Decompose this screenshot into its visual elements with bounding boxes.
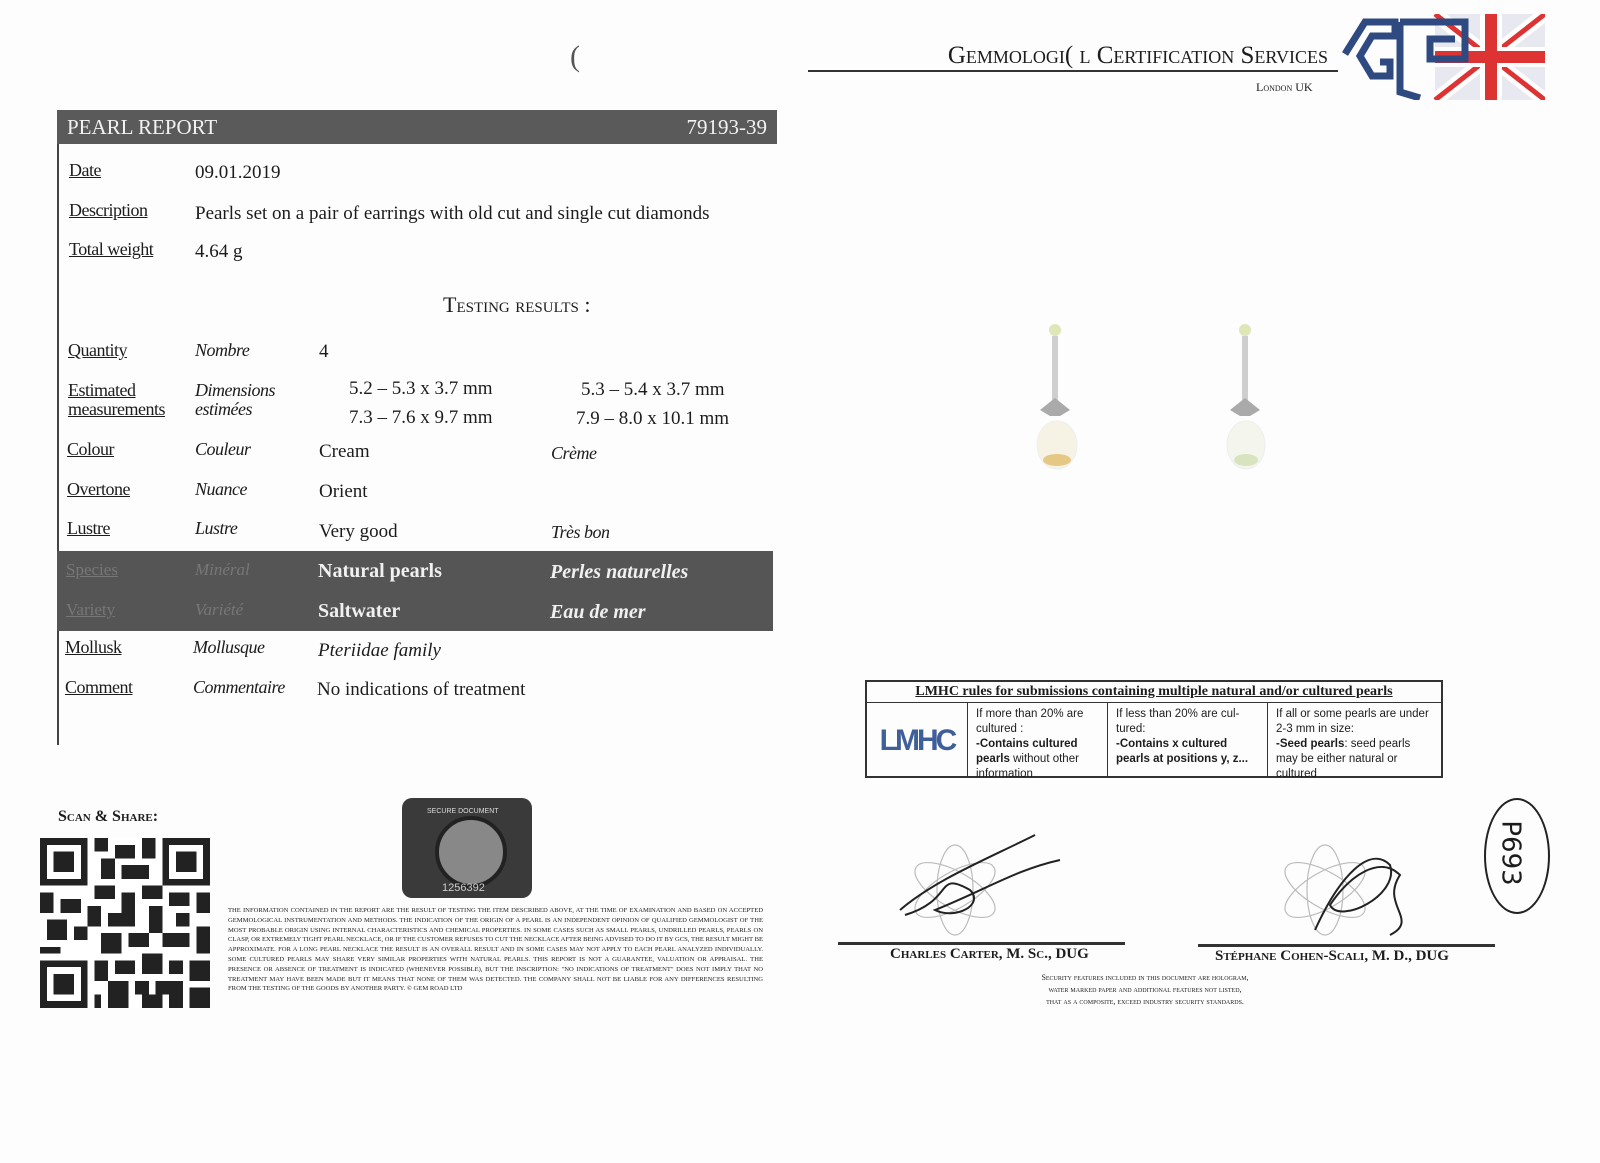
weight-label: Total weight	[69, 239, 154, 259]
lmhc-rule-3-condition: If all or some pearls are under 2-3 mm in size:	[1276, 708, 1429, 735]
lmhc-rules-box	[865, 680, 1443, 778]
security-note-line-3: that as a composite, exceed industry security standards.	[1046, 997, 1244, 1006]
measurements-label-fr-2: estimées	[195, 399, 252, 419]
lmhc-rule-more-than-20	[967, 703, 1107, 780]
report-number: 79193-39	[686, 114, 767, 139]
lmhc-rule-seed-pearls	[1267, 703, 1441, 780]
signature-right-icon	[1280, 835, 1430, 945]
testing-results-heading: Testing results :	[443, 292, 591, 317]
lmhc-rule-1-note: without other information	[976, 753, 1079, 780]
colour-value-fr: Crème	[551, 443, 597, 463]
security-note-line-1: Security features included in this document are hologram,	[1041, 973, 1249, 982]
handwritten-note-text: P693	[1495, 820, 1526, 886]
lustre-value: Very good	[319, 521, 398, 542]
hologram-seal	[402, 798, 532, 898]
mollusk-label-fr: Mollusque	[193, 637, 265, 657]
description-value: Pearls set on a pair of earrings with old cut and single cut diamonds	[195, 203, 710, 224]
scan-share-label: Scan & Share:	[58, 808, 159, 825]
lmhc-rule-2-result: -Contains x cultured pearls at positions y, z...	[1116, 738, 1249, 765]
scan-artifact: (	[570, 40, 580, 73]
report-header	[57, 110, 777, 144]
species-value-fr: Perles naturelles	[550, 561, 689, 583]
lmhc-rule-3-note: : seed pearls may be either natural or cultured	[1276, 738, 1411, 780]
earrings-photo	[1010, 320, 1290, 480]
variety-label: Variety	[66, 600, 116, 619]
company-location: London UK	[1256, 80, 1313, 94]
signatory-left: Charles Carter, M. Sc., DUG	[890, 946, 1089, 962]
signatory-right: Stéphane Cohen-Scali, M. D., DUG	[1215, 948, 1449, 964]
comment-value: No indications of treatment	[317, 679, 526, 700]
signature-left-icon	[895, 830, 1065, 945]
lmhc-rule-3-result: -Seed pearls	[1276, 738, 1345, 750]
overtone-value: Orient	[319, 481, 368, 502]
lmhc-rule-1-result: -Contains cultured pearls	[976, 738, 1078, 765]
measurement-4: 7.9 – 8.0 x 10.1 mm	[576, 408, 730, 429]
signature-line-left	[838, 942, 1125, 945]
measurements-label-fr-1: Dimensions	[195, 380, 275, 400]
comment-label: Comment	[65, 677, 133, 697]
hologram-text: SECURE DOCUMENT	[427, 808, 499, 815]
colour-label: Colour	[67, 439, 115, 459]
lustre-label-fr: Lustre	[195, 518, 238, 538]
mollusk-label: Mollusk	[65, 637, 122, 657]
measurements-label-1: Estimated	[68, 380, 136, 400]
measurement-3: 7.3 – 7.6 x 9.7 mm	[349, 407, 493, 428]
comment-label-fr: Commentaire	[193, 677, 285, 697]
hologram-serial: 1256392	[442, 882, 485, 894]
mollusk-value: Pteriidae family	[318, 640, 441, 661]
company-name: Gemmologi( l Certification Services	[808, 42, 1338, 72]
quantity-value: 4	[319, 341, 329, 362]
species-label: Species	[66, 560, 118, 579]
date-value: 09.01.2019	[195, 162, 281, 183]
description-label: Description	[69, 200, 148, 220]
variety-label-fr: Variété	[195, 600, 244, 619]
lmhc-rule-2-condition: If less than 20% are cul-tured:	[1116, 708, 1240, 735]
weight-value: 4.64 g	[195, 241, 243, 262]
qr-code[interactable]	[40, 838, 210, 1008]
date-label: Date	[69, 160, 101, 180]
species-value: Natural pearls	[318, 560, 442, 582]
species-label-fr: Minéral	[195, 560, 250, 579]
lmhc-logo	[867, 703, 967, 777]
lustre-value-fr: Très bon	[551, 522, 610, 542]
hologram-disc	[435, 816, 507, 888]
measurement-1: 5.2 – 5.3 x 3.7 mm	[349, 378, 493, 399]
measurement-2: 5.3 – 5.4 x 3.7 mm	[581, 379, 725, 400]
colour-label-fr: Couleur	[195, 439, 251, 459]
variety-value-fr: Eau de mer	[550, 601, 646, 623]
overtone-label-fr: Nuance	[195, 479, 247, 499]
security-note-line-2: water marked paper and additional features not listed,	[1048, 985, 1242, 994]
lmhc-logo-text: LMHC	[879, 723, 955, 757]
lustre-label: Lustre	[67, 518, 110, 538]
colour-value: Cream	[319, 441, 370, 462]
quantity-label: Quantity	[68, 340, 127, 360]
signature-line-right	[1198, 944, 1495, 947]
lmhc-title: LMHC rules for submissions containing multiple natural and/or cultured pearls	[867, 682, 1441, 703]
report-title: PEARL REPORT	[67, 114, 218, 139]
disclaimer-text: THE INFORMATION CONTAINED IN THE REPORT ARE THE RESULT OF TESTING THE ITEM DESCRIBED ABOVE, AT THE TIME OF EXAMINATION AND BASED ON ACCEPTED GEMMOLOGICAL INSTRUMENTATION AND METHODS. THE INDICATION OF THE ORIGIN OF A PEARL IS AN INDEPENDENT OPINION OF QUALIFIED GEMMOLOGIST OF THE MOST PROBABLE ORIGIN USING INTERNAL CHARACTERISTICS AND CHEMICAL PROPERTIES. IN SOME CASES SUCH AS SMALL PEARLS, UNDRILLED PEARLS, PEARLS ON CLASP, OR EXTREMELY TIGHT PEARL NECKLACE, OR IF THE CUSTOMER REFUSES TO CUT THE NECKLACE AFTER BEING ADVISED TO DO IT BY GCS, THE RESULT MIGHT BE APPROXIMATE. FOR A LONG PEARL NECKLACE THE RESULT IS AN OVERALL RESULT AND IN SOME CASES MAY NOT APPLY TO EACH PEARL ANALYZED INDIVIDUALLY. SOME CULTURED PEARLS MAY SHARE VERY SIMILAR PROPERTIES WITH NATURAL PEARLS. THIS REPORT IS NOT A GUARANTEE, VALUATION OR APPRAISAL. THE PRESENCE OR ABSENCE OF TREATMENT IS INDICATED (WHENEVER POSSIBLE), BUT THE INSCRIPTION: "NO INDICATIONS OF TREATMENT" DOES NOT IMPLY THAT NO TREATMENT MAY HAVE BEEN MADE BUT IT MEANS THAT NONE OF THEM WAS DETECTED. THE COMPANY SHALL NOT BE LIABLE FOR ANY DIFFERENCES RESULTING FROM THE TESTING OF THE GOODS BY ANOTHER PARTY. © GEM ROAD LTD	[228, 907, 763, 993]
measurements-label-2: measurements	[68, 399, 165, 419]
overtone-label: Overtone	[67, 479, 130, 499]
lmhc-rule-less-than-20	[1107, 703, 1267, 777]
handwritten-note	[1484, 798, 1550, 914]
security-note	[1000, 972, 1290, 1008]
quantity-label-fr: Nombre	[195, 340, 250, 360]
variety-value: Saltwater	[318, 600, 401, 622]
lmhc-rule-1-condition: If more than 20% are cultured :	[976, 708, 1084, 735]
gcs-logo	[1340, 14, 1545, 100]
